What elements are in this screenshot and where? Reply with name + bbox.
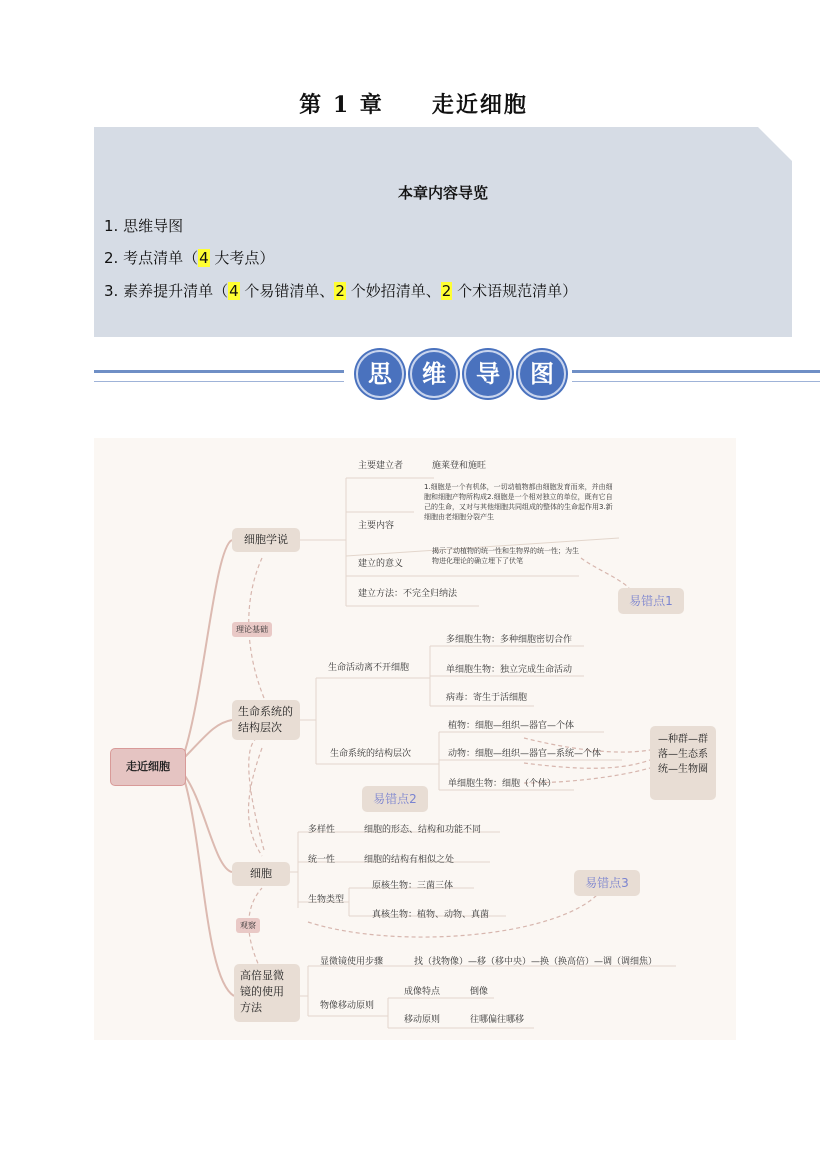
life-system-sub-1b: 单细胞生物：独立完成生命活动 [446,665,573,675]
chapter-title [0,88,827,119]
banner-rule-right [572,370,820,382]
branch-life-system: 生命系统的结构层次 [232,700,300,740]
life-system-sub-1: 生命活动离不开细胞 [328,663,410,673]
guide-item-3-count-1: 4 [229,282,239,300]
branch-cell: 细胞 [232,862,290,886]
mind-map-connectors [94,438,736,1040]
chapter-name: 走近细胞 [431,92,528,118]
banner-char-3: 导 [464,350,512,398]
cell-theory-content-value: 1.细胞是一个有机体，一切动植物都由细胞发育而来，并由细胞和细胞产物所构成2.细胞是一个相对独立的单位，既有它自己的生命，又对与其他细胞共同组成的整体的生命起作用3.新细胞由老细胞分裂产生 [424,483,613,521]
imaging-feature-label: 成像特点 [404,987,441,997]
guide-item-3-text-b: 个易错清单、 [239,282,335,300]
cell-unity-label: 统一性 [308,855,336,865]
guide-item-2-text: 2. 考点清单（ [104,249,199,267]
guide-item-3-text-c: 个妙招清单、 [345,282,441,300]
banner-rule-left [94,370,344,382]
guide-item-2-text-end: 大考点） [209,249,275,267]
ecosystem-node: —种群—群落—生态系统—生物圈 [650,726,716,800]
move-principle-value: 往哪偏往哪移 [470,1015,525,1025]
guide-item-2-count: 4 [199,249,209,267]
branch-microscope: 高倍显微镜的使用方法 [234,964,300,1022]
life-system-sub-2: 生命系统的结构层次 [330,749,412,759]
image-move-label: 物像移动原则 [320,1001,375,1011]
branch-cell-theory: 细胞学说 [232,528,300,552]
life-system-sub-2a: 植物：细胞—组织—器官—个体 [448,721,575,731]
cell-theory-meaning-value: 揭示了动植物的统一性和生物界的统一性；为生物进化理论的确立埋下了伏笔 [432,547,579,565]
life-system-sub-1c: 病毒：寄生于活细胞 [446,693,528,703]
life-system-sub-2c: 单细胞生物：细胞（个体） [448,779,557,789]
guide-item-3 [104,280,577,301]
microscope-steps-label: 显微镜使用步骤 [320,957,384,967]
life-system-sub-1a: 多细胞生物：多种细胞密切合作 [446,635,573,645]
tag-theory-basis: 理论基础 [232,622,272,637]
guide-item-3-text: 3. 素养提升清单（ [104,282,229,300]
folded-corner [758,127,792,161]
root-node: 走近细胞 [110,748,186,786]
guide-item-2 [104,247,274,268]
cell-unity-value: 细胞的结构有相似之处 [364,855,455,865]
imaging-feature-value: 倒像 [470,987,489,997]
guide-title: 本章内容导览 [397,184,488,202]
cell-type-prokaryote: 原核生物：三菌三体 [372,881,454,891]
cell-diversity-value: 细胞的形态、结构和功能不同 [364,825,482,835]
mind-map [94,438,736,1040]
cell-theory-content-label: 主要内容 [358,521,395,531]
guide-item-3-text-d: 个术语规范清单） [452,282,578,300]
cell-theory-meaning-label: 建立的意义 [358,559,404,569]
content-guide-box [94,127,792,337]
error-point-2: 易错点2 [362,786,428,812]
cell-theory-founder-value: 施莱登和施旺 [432,461,487,471]
cell-diversity-label: 多样性 [308,825,336,835]
move-principle-label: 移动原则 [404,1015,441,1025]
cell-theory-founder-label: 主要建立者 [358,461,404,471]
guide-item-3-count-2: 2 [335,282,345,300]
tag-observe: 观察 [236,918,260,933]
error-point-1: 易错点1 [618,588,684,614]
cell-type-label: 生物类型 [308,895,345,905]
banner-char-2: 维 [410,350,458,398]
banner-char-4: 图 [518,350,566,398]
guide-item-3-count-3: 2 [441,282,452,300]
cell-theory-method: 建立方法：不完全归纳法 [358,589,458,599]
mindmap-banner [94,350,820,400]
life-system-sub-2b: 动物：细胞—组织—器官—系统—个体 [448,749,602,759]
guide-item-1: 1. 思维导图 [104,217,184,235]
error-point-3: 易错点3 [574,870,640,896]
banner-char-1: 思 [356,350,404,398]
cell-type-eukaryote: 真核生物：植物、动物、真菌 [372,910,490,920]
chapter-number: 第 1 章 [299,92,384,118]
microscope-steps-value: 找（找物像）—移（移中央）—换（换高倍）—调（调细焦） [414,957,658,967]
